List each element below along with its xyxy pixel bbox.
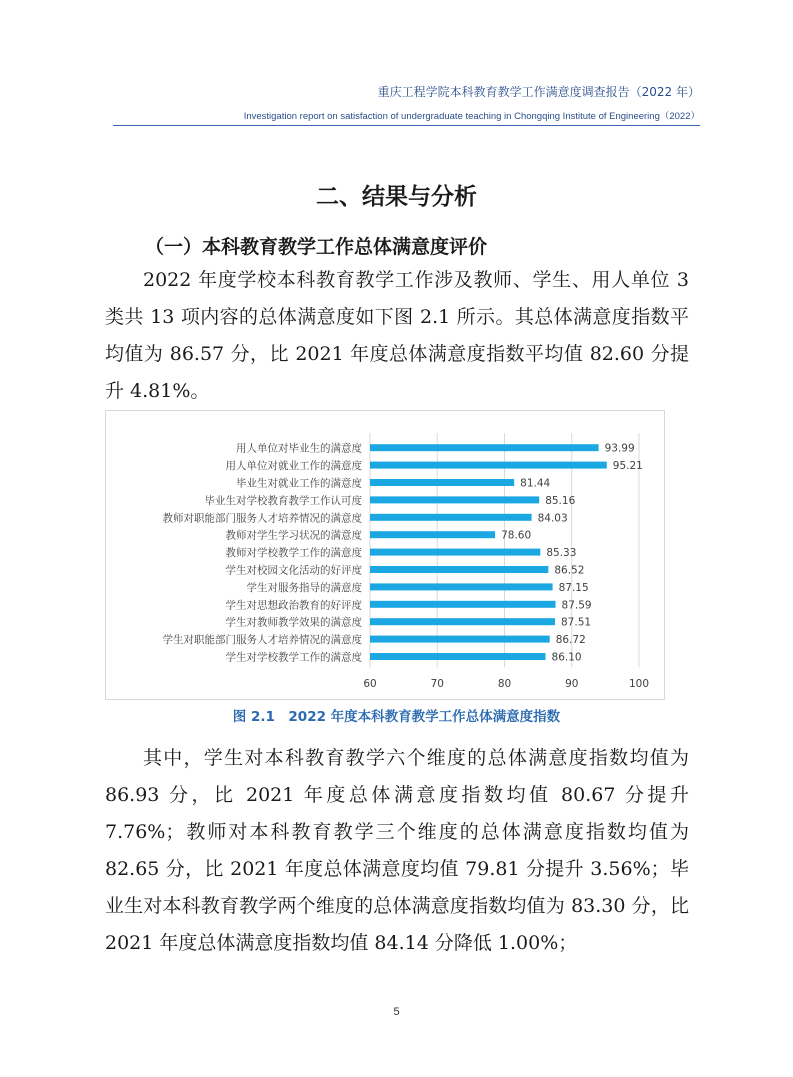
chart-bar bbox=[370, 531, 495, 538]
chart-bar bbox=[370, 514, 532, 521]
category-label: 教师对职能部门服务人才培养情况的满意度 bbox=[162, 512, 362, 525]
value-label: 87.15 bbox=[558, 581, 589, 594]
category-label: 毕业生对学校教育教学工作认可度 bbox=[204, 494, 362, 507]
category-label: 教师对学校教学工作的满意度 bbox=[225, 547, 362, 560]
category-label: 学生对校园文化活动的好评度 bbox=[225, 564, 362, 577]
value-label: 86.52 bbox=[554, 564, 585, 577]
category-label: 学生对服务指导的满意度 bbox=[246, 581, 362, 594]
value-label: 86.72 bbox=[555, 634, 586, 647]
analysis-text: 其中，学生对本科教育教学六个维度的总体满意度指数均值为 86.93 分，比 2021 年度总体满意度指数均值 80.67 分提升 7.76%；教师对本科教育教学三个维度的总体满意度指数均值为 82.65 分，比 2021 年度总体满意度均值 79.81 分提升 3.56%；毕业生对本科教育教学两个维度的总体满意度指数均值为 83.30 分，比 2021 年度总体满意度指数均值 84.14 分降低 1.00%； bbox=[105, 747, 689, 954]
category-label: 毕业生对就业工作的满意度 bbox=[236, 477, 362, 490]
satisfaction-chart bbox=[105, 410, 665, 700]
figure-caption: 图 2.1 2022 年度本科教育教学工作总体满意度指数 bbox=[232, 709, 561, 725]
intro-text: 2022 年度学校本科教育教学工作涉及教师、学生、用人单位 3 类共 13 项内容的总体满意度如下图 2.1 所示。其总体满意度指数平均值为 86.57 分，比 2021 年度总体满意度指数平均值 82.60 分提升 4.81%。 bbox=[105, 269, 689, 402]
chart-bar bbox=[370, 462, 607, 469]
chart-bar bbox=[370, 496, 539, 503]
value-label: 85.16 bbox=[545, 494, 576, 507]
value-label: 78.60 bbox=[501, 529, 532, 542]
x-tick-label: 90 bbox=[565, 678, 579, 691]
chart-bar bbox=[370, 653, 546, 660]
chart-canvas bbox=[106, 411, 664, 699]
chart-bar bbox=[370, 566, 548, 573]
category-label: 用人单位对就业工作的满意度 bbox=[225, 460, 362, 473]
category-label: 学生对思想政治教育的好评度 bbox=[225, 599, 362, 612]
intro-paragraph bbox=[105, 262, 689, 410]
category-label: 学生对教师教学效果的满意度 bbox=[225, 616, 362, 629]
value-label: 87.51 bbox=[561, 616, 592, 629]
chart-bar bbox=[370, 583, 553, 590]
category-label: 用人单位对毕业生的满意度 bbox=[236, 442, 362, 455]
value-label: 86.10 bbox=[551, 651, 582, 664]
category-label: 学生对学校教学工作的满意度 bbox=[225, 651, 362, 664]
chart-bar bbox=[370, 479, 514, 486]
subsection-title: （一）本科教育教学工作总体满意度评价 bbox=[145, 236, 488, 258]
chart-bar bbox=[370, 601, 556, 608]
value-label: 85.33 bbox=[546, 547, 577, 560]
x-tick-label: 100 bbox=[628, 678, 650, 691]
chart-bar bbox=[370, 444, 599, 451]
header-title-cn: 重庆工程学院本科教育教学工作满意度调查报告（2022 年） bbox=[377, 85, 700, 99]
chart-bar bbox=[370, 549, 540, 556]
category-label: 学生对职能部门服务人才培养情况的满意度 bbox=[162, 634, 362, 647]
x-tick-label: 80 bbox=[497, 678, 512, 691]
x-tick-label: 70 bbox=[430, 678, 444, 691]
header-divider bbox=[113, 125, 700, 126]
analysis-paragraph bbox=[105, 740, 689, 962]
value-label: 84.03 bbox=[537, 512, 568, 525]
header-title-en: Investigation report on satisfaction of undergraduate teaching in Chongqing Institute of Engineering（2022） bbox=[243, 111, 700, 122]
category-label: 教师对学生学习状况的满意度 bbox=[225, 529, 362, 542]
section-title: 二、结果与分析 bbox=[316, 184, 477, 210]
page-number: 5 bbox=[393, 1006, 400, 1018]
value-label: 93.99 bbox=[604, 442, 635, 455]
value-label: 95.21 bbox=[612, 460, 643, 473]
chart-bar bbox=[370, 618, 555, 625]
value-label: 81.44 bbox=[520, 477, 551, 490]
x-tick-label: 60 bbox=[363, 678, 377, 691]
chart-bar bbox=[370, 636, 550, 643]
value-label: 87.59 bbox=[561, 599, 592, 612]
